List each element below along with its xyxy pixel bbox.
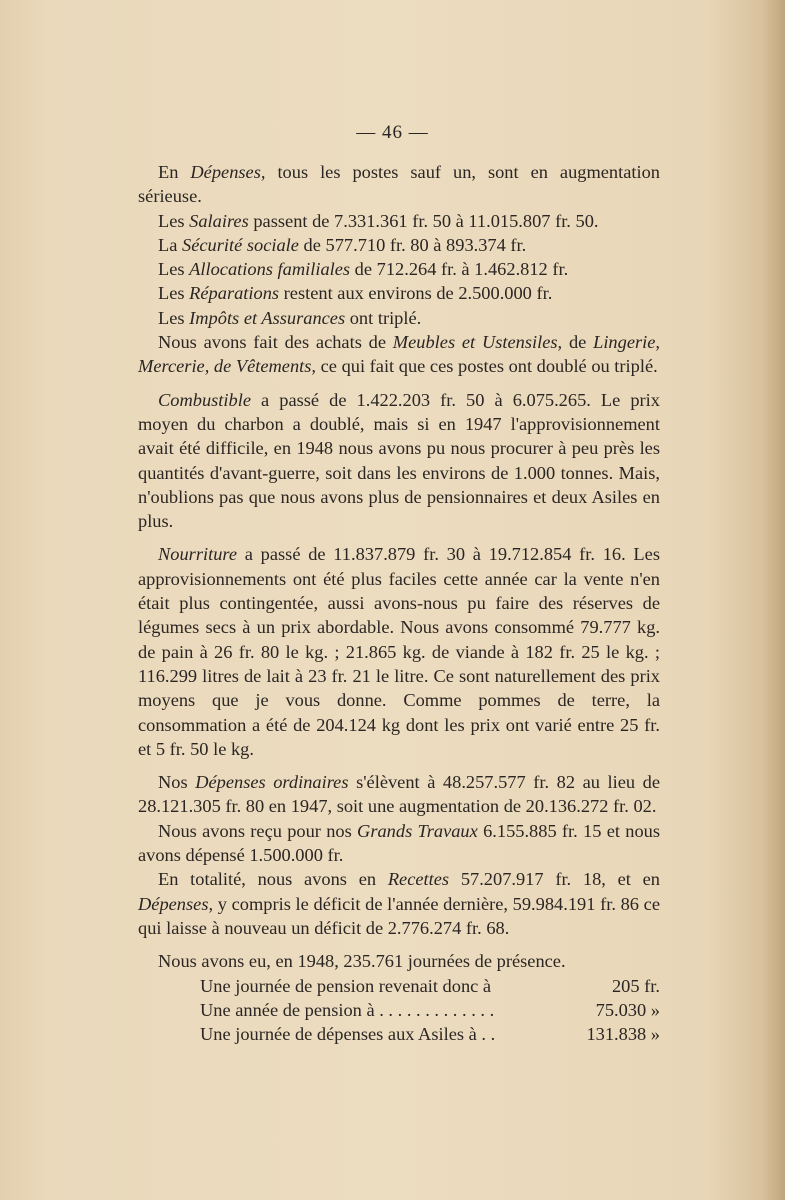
italic-term: Dépenses, [138,893,214,914]
summary-row [138,974,660,998]
text-run: s'élèvent à 48.257.577 fr. 82 au lieu de 28.121.305 fr. 80 en 1947, soit une augmentation de 20.136.272 fr. 02. [138,772,660,817]
italic-term: Nourriture [158,544,238,565]
text-run: En totalité, nous avons en [158,869,388,890]
italic-term: Meubles et Ustensiles, [392,332,563,353]
italic-term: Salaires [189,210,249,231]
paragraph [138,949,660,973]
text-run: Les [158,259,190,280]
paragraph [138,233,660,257]
summary-label: Une journée de pension revenait donc à [200,975,492,996]
text-run: 6.155.885 fr. 15 et nous avons dépensé 1.500.000 fr. [138,820,661,866]
text-run: y compris le déficit de l'année dernière, 59.984.191 fr. 86 ce qui laisse à nouveau un déficit de 2.776.274 fr. 68. [138,893,660,938]
summary-value: 75.030 » [595,999,660,1020]
text-run: de 712.264 fr. à 1.462.812 fr. [350,259,569,280]
text-run: Les [158,307,190,328]
text-run: Nous avons eu, en 1948, 235.761 journées de présence. [158,951,566,972]
body-text [138,160,660,1046]
text-run: Nous avons fait des achats de [158,332,393,353]
paragraph [138,819,660,868]
text-run: La [158,234,182,255]
summary-value: 205 fr. [611,975,660,996]
text-run: a passé de 11.837.879 fr. 30 à 19.712.854 fr. 16. Les approvisionnements ont été plus faciles cette année car la vente n'en était plus contingentée, aussi avons-nous pu faire des réserves de légumes secs à un prix abordable. Nous avons consommé 79.777 kg. de pain à 26 fr. 80 le kg. ; 21.865 kg. de viande à 182 fr. 25 le kg. ; 116.299 litres de lait à 23 fr. 21 le litre. Ce sont naturellement des prix moyens que je vous donne. Comme pommes de terre, la consommation a été de 204.124 kg dont les prix ont varié entre 25 fr. et 5 fr. 50 le kg. [138,544,660,759]
text-run: Les [158,283,190,304]
paragraph [138,388,660,534]
paragraph [138,867,660,940]
paragraph [138,160,660,209]
text-run: restent aux environs de 2.500.000 fr. [279,283,553,304]
summary-value: 131.838 » [586,1024,660,1045]
paragraph [138,306,660,330]
text-run: Nous avons reçu pour nos [158,820,358,841]
text-run: Les [158,210,190,231]
text-run: 57.207.917 fr. 18, et en [449,869,660,890]
paragraph [138,770,660,819]
italic-term: Sécurité sociale [182,234,299,255]
italic-term: Grands Travaux [357,820,478,841]
paragraph [138,542,660,761]
text-run: ont triplé. [345,307,422,328]
text-run: En [158,162,191,182]
page-number: — 46 — [356,122,429,143]
italic-term: Impôts et Assurances [189,307,346,328]
summary-label: Une journée de dépenses aux Asiles à . . [200,1024,496,1045]
italic-term: Recettes [387,869,450,890]
summary-label: Une année de pension à . . . . . . . . . . . . . [200,999,495,1020]
paragraph [138,330,660,379]
italic-term: Dépenses ordinaires [195,772,349,793]
text-run: Nos [158,772,196,793]
paragraph [138,257,660,281]
paragraph [138,281,660,305]
italic-term: Combustible [158,389,251,410]
italic-term: Allocations familiales [189,259,351,280]
paragraph [138,209,660,233]
italic-term: Réparations [189,283,280,304]
summary-row [138,998,660,1022]
text-run: ce qui fait que ces postes ont doublé ou triplé. [316,356,658,377]
text-run: de [562,332,594,353]
text-run: passent de 7.331.361 fr. 50 à 11.015.807 fr. 50. [248,210,599,231]
text-run: a passé de 1.422.203 fr. 50 à 6.075.265. Le prix moyen du charbon a doublé, mais si en 1947 l'approvisionnement avait été difficile, en 1948 nous avons pu nous procurer à peu près les quantités d'avant-guerre, soit dans les environs de 1.000 tonnes. Mais, n'oublions pas que nous avons plus de pensionnaires et deux Asiles en plus. [138,389,660,532]
text-run: tous les postes sauf un, sont en augmentation sérieuse. [138,162,660,207]
text-run: de 577.710 fr. 80 à 893.374 fr. [298,234,527,255]
italic-term: Lingerie, Mercerie, de Vêtements, [138,332,661,377]
summary-row [138,1022,660,1046]
italic-term: Dépenses, [190,162,266,182]
